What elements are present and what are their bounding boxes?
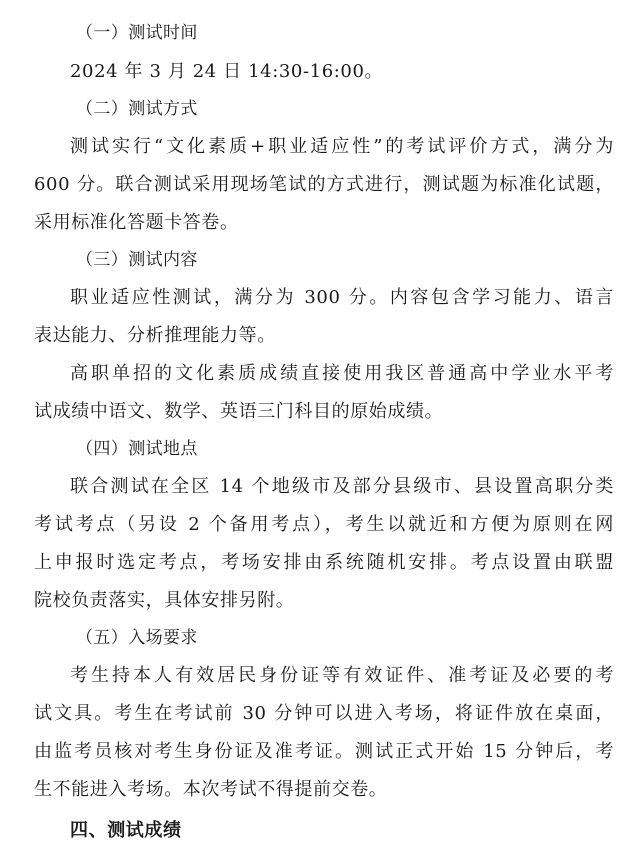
body-line: 600 分。联合测试采用现场笔试的方式进行，测试题为标准化试题，: [34, 174, 614, 195]
body-line: 考试考点（另设 2 个备用考点），考生以就近和方便为原则在网: [34, 514, 614, 535]
chapter-heading-scores: 四、测试成绩: [70, 820, 182, 841]
section-heading-method: （二）测试方式: [76, 99, 198, 119]
body-line: 由监考员核对考生身份证及准考证。测试正式开始 15 分钟后，考: [34, 741, 614, 762]
body-line: 联合测试在全区 14 个地级市及部分县级市、县设置高职分类: [70, 476, 614, 497]
body-line: 上申报时选定考点，考场安排由系统随机安排。考点设置由联盟: [34, 552, 614, 573]
section-heading-location: （四）测试地点: [76, 439, 198, 459]
body-line: 试成绩中语文、数学、英语三门科目的原始成绩。: [34, 401, 444, 422]
body-line: 生不能进入考场。本次考试不得提前交卷。: [34, 779, 388, 800]
body-line: 试文具。考生在考试前 30 分钟可以进入考场，将证件放在桌面，: [34, 703, 614, 724]
section-heading-content: （三）测试内容: [76, 250, 198, 270]
section-heading-entry: （五）入场要求: [76, 628, 198, 648]
body-line: 表达能力、分析推理能力等。: [34, 325, 276, 346]
body-line: 测试实行“文化素质+职业适应性”的考试评价方式，满分为: [70, 136, 614, 157]
body-line: 采用标准化答题卡答卷。: [34, 212, 239, 233]
body-line: 考生持本人有效居民身份证等有效证件、准考证及必要的考: [70, 665, 614, 686]
body-line: 高职单招的文化素质成绩直接使用我区普通高中学业水平考: [70, 363, 614, 384]
section-heading-time: （一）测试时间: [76, 23, 198, 43]
body-line: 职业适应性测试，满分为 300 分。内容包含学习能力、语言: [70, 287, 614, 308]
body-line: 2024 年 3 月 24 日 14:30-16:00。: [70, 61, 384, 82]
body-line: 院校负责落实，具体安排另附。: [34, 590, 295, 611]
